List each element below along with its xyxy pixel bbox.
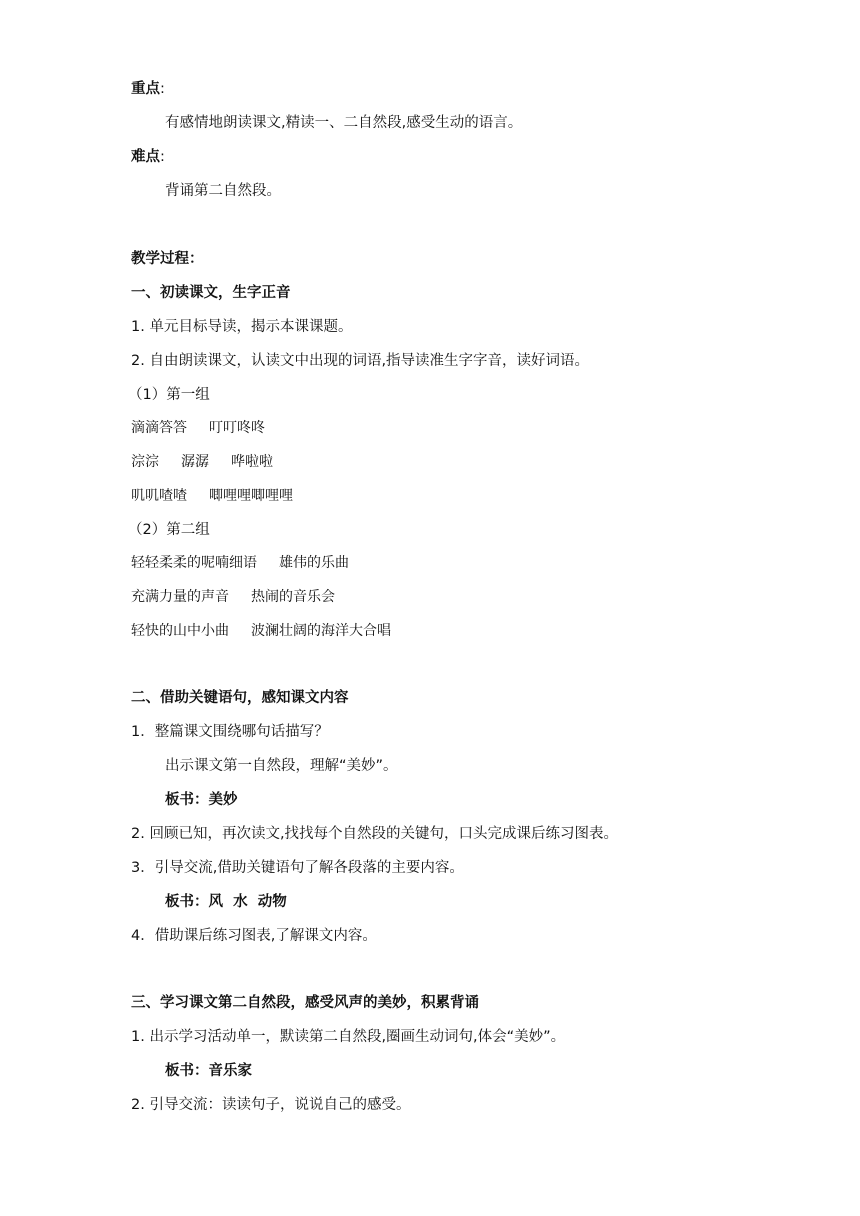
word: 唧哩哩唧哩哩 bbox=[209, 488, 293, 504]
phrase: 充满力量的声音 bbox=[131, 589, 229, 605]
phrase: 轻轻柔柔的呢喃细语 bbox=[131, 555, 257, 571]
difficulty-label: 难点 bbox=[131, 149, 160, 165]
key-point-text: 有感情地朗读课文,精读一、二自然段,感受生动的语言。 bbox=[165, 115, 523, 131]
word: 滴滴答答 bbox=[131, 420, 187, 436]
group2-row-1 bbox=[131, 553, 349, 573]
board-note-3: 板书：音乐家 bbox=[165, 1063, 252, 1079]
key-point-colon: : bbox=[160, 81, 165, 97]
key-point-label: 重点 bbox=[131, 81, 160, 97]
group2-row-3 bbox=[131, 621, 391, 641]
word: 叮叮咚咚 bbox=[209, 420, 265, 436]
section2-item-1-detail: 出示课文第一自然段，理解“美妙”。 bbox=[165, 758, 398, 774]
section3-item-1: 1. 出示学习活动单一，默读第二自然段,圈画生动词句,体会“美妙”。 bbox=[131, 1029, 566, 1045]
section3-title: 三、学习课文第二自然段，感受风声的美妙，积累背诵 bbox=[131, 995, 479, 1011]
phrase: 雄伟的乐曲 bbox=[279, 555, 349, 571]
group2-row-2 bbox=[131, 587, 335, 607]
section1-title: 一、初读课文，生字正音 bbox=[131, 285, 291, 301]
group1-label: （1）第一组 bbox=[128, 387, 210, 403]
section2-item-1: 1．整篇课文围绕哪句话描写？ bbox=[131, 724, 329, 740]
board-note-2: 板书：风 水 动物 bbox=[165, 894, 287, 910]
section2-item-4: 4．借助课后练习图表,了解课文内容。 bbox=[131, 928, 377, 944]
group1-row-1 bbox=[131, 418, 265, 438]
process-title: 教学过程： bbox=[131, 251, 204, 267]
difficulty-colon: : bbox=[160, 149, 165, 165]
phrase: 热闹的音乐会 bbox=[251, 589, 335, 605]
board-note-1: 板书：美妙 bbox=[165, 792, 238, 808]
section1-item-2: 2. 自由朗读课文，认读文中出现的词语,指导读准生字字音，读好词语。 bbox=[131, 353, 590, 369]
phrase: 波澜壮阔的海洋大合唱 bbox=[251, 623, 391, 639]
phrase: 轻快的山中小曲 bbox=[131, 623, 229, 639]
section2-item-3: 3．引导交流,借助关键语句了解各段落的主要内容。 bbox=[131, 860, 464, 876]
difficulty-text: 背诵第二自然段。 bbox=[165, 183, 281, 199]
group2-label: （2）第二组 bbox=[128, 522, 210, 538]
word: 潺潺 bbox=[181, 454, 209, 470]
section2-title: 二、借助关键语句，感知课文内容 bbox=[131, 690, 349, 706]
word: 叽叽喳喳 bbox=[131, 488, 187, 504]
word: 淙淙 bbox=[131, 454, 159, 470]
section2-item-2: 2. 回顾已知，再次读文,找找每个自然段的关键句，口头完成课后练习图表。 bbox=[131, 826, 619, 842]
group1-row-2 bbox=[131, 452, 273, 472]
group1-row-3 bbox=[131, 486, 293, 506]
section3-item-2: 2. 引导交流：读读句子，说说自己的感受。 bbox=[131, 1097, 411, 1113]
key-point-heading bbox=[131, 79, 165, 99]
difficulty-heading bbox=[131, 147, 165, 167]
word: 哗啦啦 bbox=[231, 454, 273, 470]
section1-item-1: 1. 单元目标导读，揭示本课课题。 bbox=[131, 319, 353, 335]
